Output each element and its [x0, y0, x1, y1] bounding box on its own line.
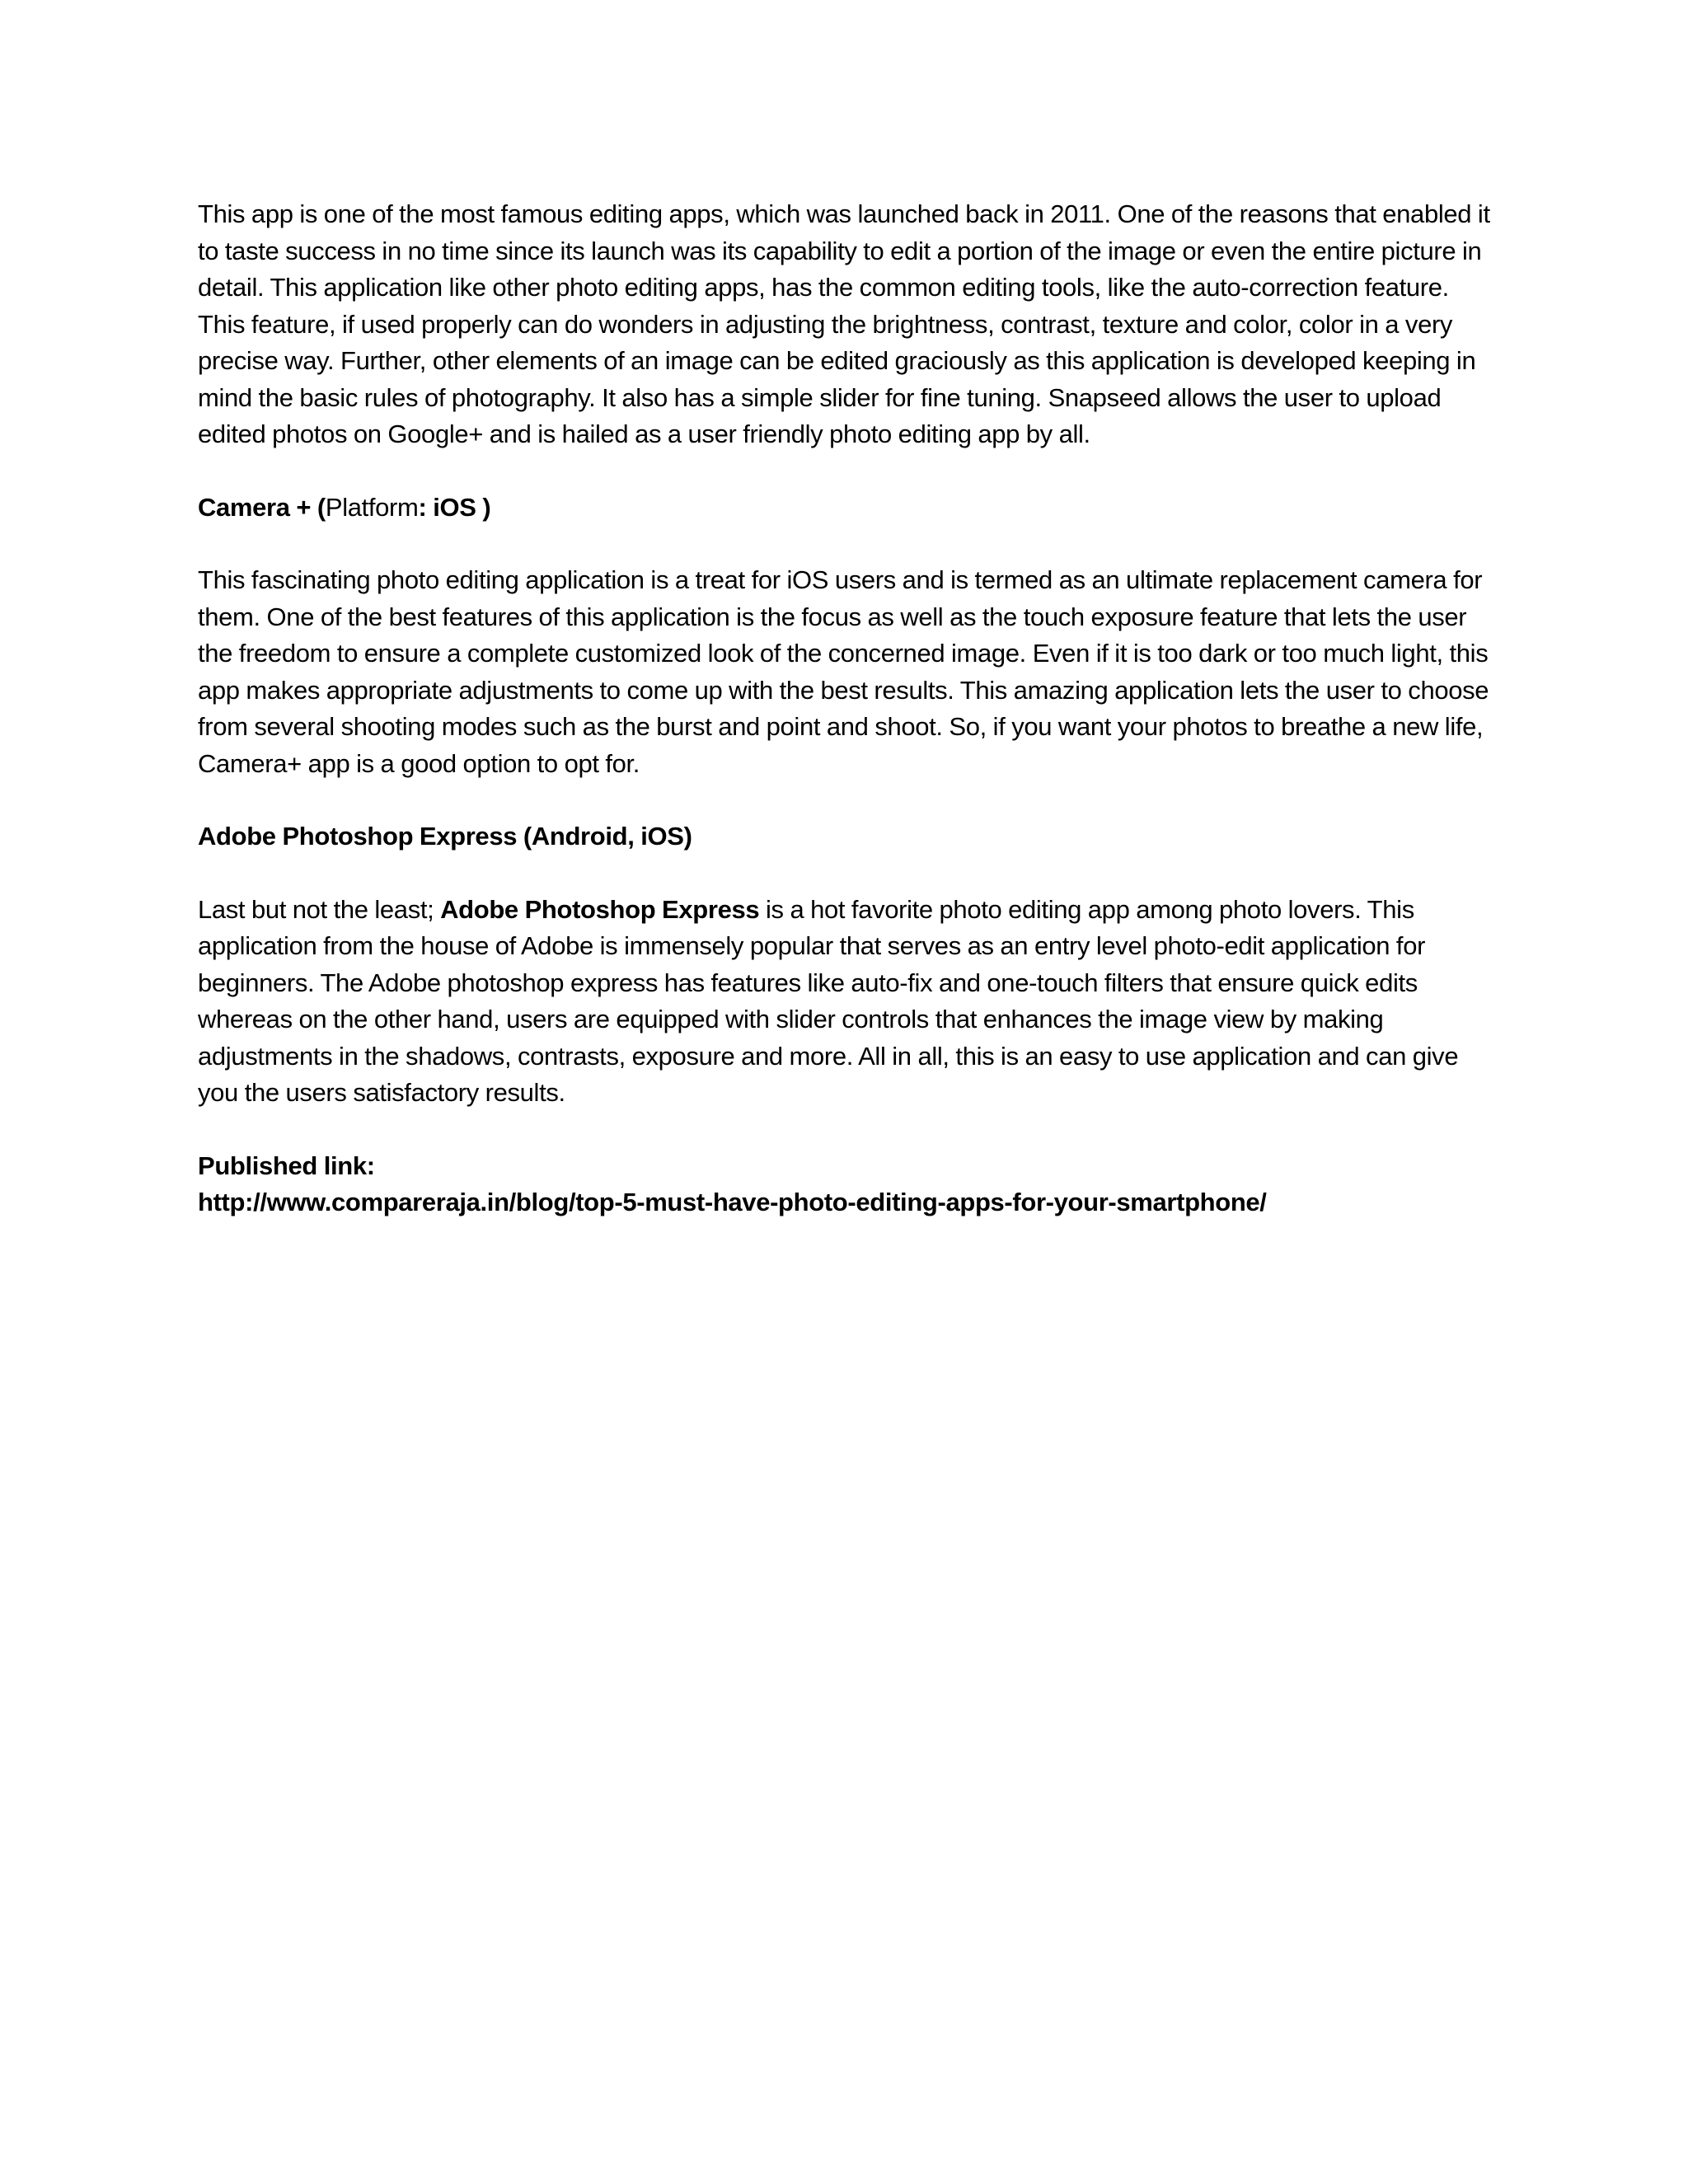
paragraph-adobe-bold-name: Adobe Photoshop Express — [440, 894, 760, 924]
published-link-url[interactable]: http://www.compareraja.in/blog/top-5-must-have-photo-editing-apps-for-your-smartphone/ — [198, 1188, 1267, 1216]
heading-camera-plus — [198, 490, 1500, 527]
heading-camera-plus-os: : iOS ) — [418, 492, 491, 522]
heading-camera-plus-platform: Platform — [325, 492, 419, 522]
heading-adobe-photoshop-express: Adobe Photoshop Express (Android, iOS) — [198, 822, 692, 851]
published-link-block — [198, 1148, 1500, 1221]
published-link-label: Published link: — [198, 1151, 375, 1180]
paragraph-adobe-lead: Last but not the least; — [198, 894, 441, 924]
paragraph-adobe-rest: is a hot favorite photo editing app among photo lovers. This application from the house of Adobe is immensely popular that serves as an entry level photo-edit application for beginners. The Adobe photoshop express has features like auto-fix and one-touch filters that ensure quick edits whereas on the other hand, users are equipped with slider controls that enhances the image view by making adjustments in the shadows, contrasts, exposure and more. All in all, this is an easy to use application and can give you the users satisfactory results. — [198, 894, 1459, 1107]
paragraph-camera-plus: This fascinating photo editing application is a treat for iOS users and is termed as an ultimate replacement camera for them. One of the best features of this application is the focus as well as the touch exposure feature that lets the user the freedom to ensure a complete customized look of the concerned image. Even if it is too dark or too much light, this app makes appropriate adjustments to come up with the best results. This amazing application lets the user to choose from several shooting modes such as the burst and point and shoot. So, if you want your photos to breathe a new life, Camera+ app is a good option to opt for. — [198, 565, 1489, 778]
paragraph-snapseed: This app is one of the most famous editing apps, which was launched back in 2011. One of the reasons that enabled it to taste success in no time since its launch was its capability to edit a portion of the image or even the entire picture in detail. This application like other photo editing apps, has the common editing tools, like the auto-correction feature. This feature, if used properly can do wonders in adjusting the brightness, contrast, texture and color, color in a very precise way. Further, other elements of an image can be edited graciously as this application is developed keeping in mind the basic rules of photography. It also has a simple slider for fine tuning. Snapseed allows the user to upload edited photos on Google+ and is hailed as a user friendly photo editing app by all. — [198, 199, 1490, 448]
paragraph-adobe — [198, 892, 1500, 1112]
document-body — [198, 196, 1500, 1221]
heading-camera-plus-title: Camera + ( — [198, 492, 326, 522]
